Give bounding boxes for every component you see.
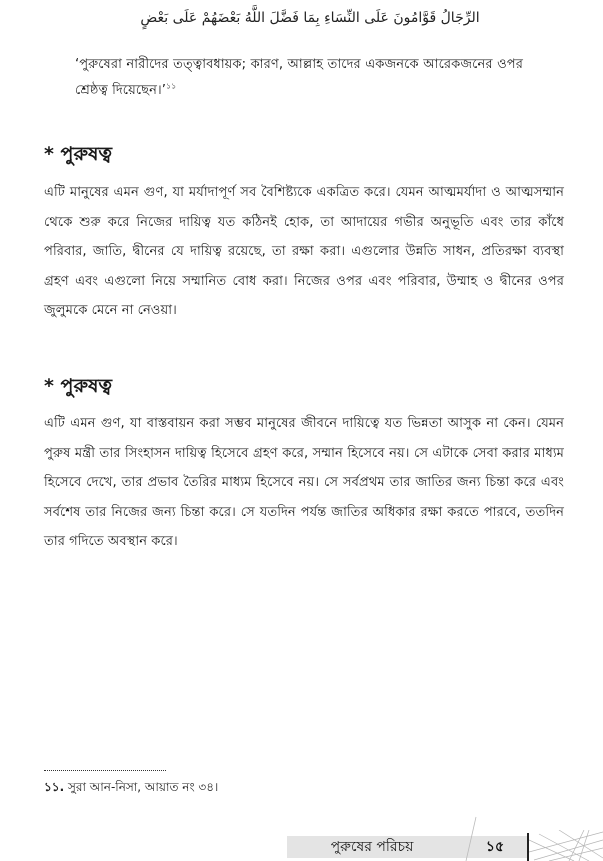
quote-text: ‘পুরুষেরা নারীদের তত্ত্বাবধায়ক; কারণ, আল্লাহ তাদের একজনকে আরেকজনের ওপর শ্রেষ্ঠত্ব দিয়েছেন।’ xyxy=(75,57,523,98)
page-number: ১৫ xyxy=(485,839,505,855)
section-heading: * পুরুষত্ব xyxy=(44,143,113,165)
section-paragraph: এটি মানুষের এমন গুণ, যা মর্যাদাপূর্ণ সব বৈশিষ্ট্যকে একত্রিত করে। যেমন আত্মমর্যাদা ও আত্মসম্মান থেকে শুরু করে নিজের দায়িত্ব যত কঠিনই হোক, তা আদায়ের গভীর অনুভূতি এবং তার কাঁধে পরিবার, জাতি, দ্বীনের যে দায়িত্ব রয়েছে, তা রক্ষা করা। এগুলোর উন্নতি সাধন, প্রতিরক্ষা ব্যবস্থা গ্রহণ এবং এগুলো নিয়ে সম্মানিত বোধ করা। নিজের ওপর এবং পরিবার, উম্মাহ ও দ্বীনের ওপর জুলুমকে মেনে না নেওয়া। xyxy=(44,185,564,318)
footnote-number: ১১. xyxy=(44,780,65,794)
arabic-verse: الرِّجَالُ قَوَّامُونَ عَلَى النِّسَاءِ بِمَا فَضَّلَ اللَّهُ بَعْضَهُمْ عَلَى بَعْضٍ xyxy=(140,10,480,26)
footnote xyxy=(44,779,218,799)
hatch-decoration-icon xyxy=(529,830,603,861)
section-heading: * পুরুষত্ব xyxy=(44,375,113,397)
section-paragraph: এটি এমন গুণ, যা বাস্তবায়ন করা সম্ভব মানুষের জীবনে দায়িত্বে যত ভিন্নতা আসুক না কেন। যেমন পুরুষ মন্ত্রী তার সিংহাসন দায়িত্ব হিসেবে গ্রহণ করে, সম্মান হিসেবে নয়। সে এটাকে সেবা করার মাধ্যম হিসেবে দেখে, তার প্রভাব তৈরির মাধ্যম হিসেবে নয়। সে সর্বপ্রথম তার জাতির জন্য চিন্তা করে এবং সর্বশেষ তার নিজের জন্য চিন্তা করে। সে যতদিন পর্যন্ত জাতির অধিকার রক্ষা করতে পারবে, ততদিন তার গদিতে অবস্থান করে। xyxy=(44,416,564,549)
footnote-text: সুরা আন-নিসা, আয়াত নং ৩৪। xyxy=(67,780,219,794)
footnote-reference[interactable]: ১১ xyxy=(165,81,177,91)
quote-block xyxy=(75,52,523,104)
footnote-divider xyxy=(44,770,166,771)
footer-book-title: পুরুষের পরিচয় xyxy=(330,839,414,855)
